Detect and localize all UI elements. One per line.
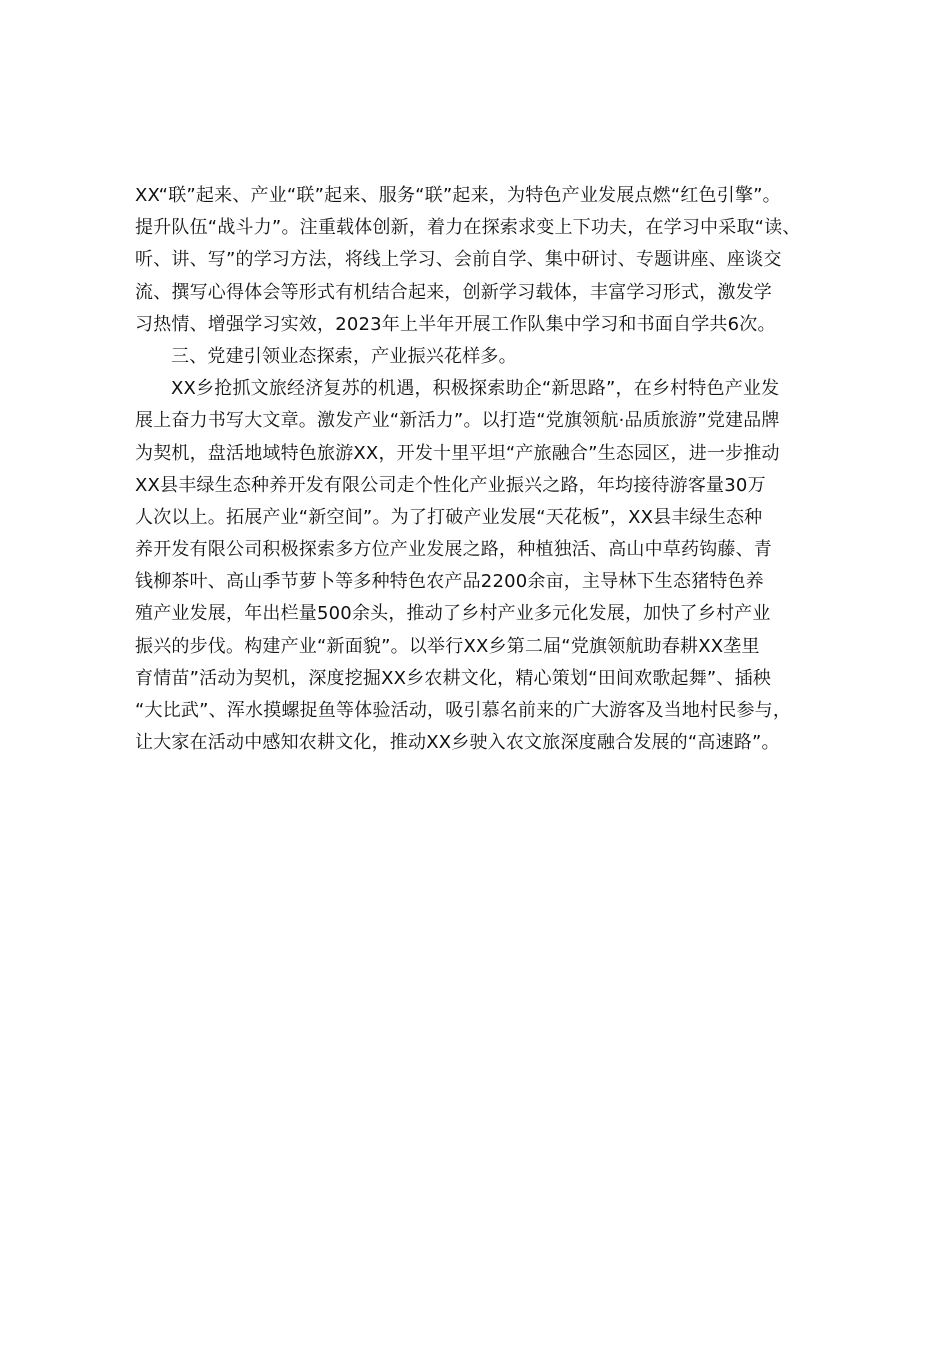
text-line: 育情苗”活动为契机，深度挖掘XX乡农耕文化，精心策划“田间欢歌起舞”、插秧 [135,667,772,689]
text-line: 让大家在活动中感知农耕文化，推动XX乡驶入农文旅深度融合发展的“高速路”。 [135,732,780,754]
text-line: 习热情、增强学习实效，2023年上半年开展工作队集中学习和书面自学共6次。 [135,313,776,335]
text-line: “大比武”、浑水摸螺捉鱼等体验活动，吸引慕名前来的广大游客及当地村民参与， [135,700,792,721]
text-line: 提升队伍“战斗力”。注重载体创新，着力在探索求变上下功夫，在学习中采取“读、 [135,217,801,239]
text-line: 为契机，盘活地域特色旅游XX，开发十里平坦“产旅融合”生态园区，进一步推动 [135,442,780,464]
text-line: 养开发有限公司积极探索多方位产业发展之路，种植独活、高山中草药钩藤、青 [135,539,772,561]
text-line: XX“联”起来、产业“联”起来、服务“联”起来，为特色产业发展点燃“红色引擎”。 [135,185,781,206]
paragraph-first-line: XX乡抢抓文旅经济复苏的机遇，积极探索助企“新思路”，在乡村特色产业发 [171,378,780,400]
text-line: 人次以上。拓展产业“新空间”。为了打破产业发展“天花板”，XX县丰绿生态种 [135,506,763,528]
text-line: 殖产业发展，年出栏量500余头，推动了乡村产业多元化发展，加快了乡村产业 [135,603,771,625]
document-body [135,180,835,759]
text-line: 听、讲、写”的学习方法，将线上学习、会前自学、集中研讨、专题讲座、座谈交 [135,249,782,271]
text-line: XX县丰绿生态种养开发有限公司走个性化产业振兴之路，年均接待游客量30万 [135,474,766,496]
text-line: 流、撰写心得体会等形式有机结合起来，创新学习载体，丰富学习形式，激发学 [135,281,772,303]
text-line: 钱柳茶叶、高山季节萝卜等多种特色农产品2200余亩，主导林下生态猪特色养 [135,571,765,593]
text-line: 展上奋力书写大文章。激发产业“新活力”。以打造“党旗领航·品质旅游”党建品牌 [135,410,780,432]
section-heading: 三、党建引领业态探索，产业振兴花样多。 [171,345,517,367]
text-line: 振兴的步伐。构建产业“新面貌”。以举行XX乡第二届“党旗领航助春耕XX垄里 [135,635,760,657]
